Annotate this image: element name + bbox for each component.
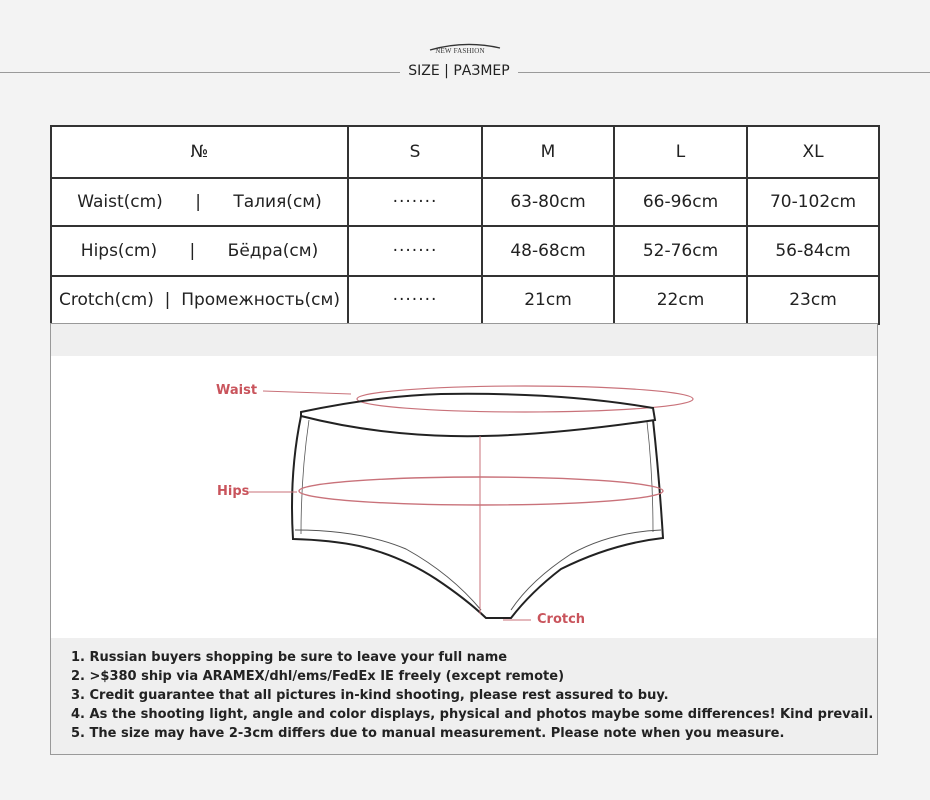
waistband-outline: [301, 394, 655, 436]
column-header-s: S: [348, 126, 482, 178]
page-title: SIZE | РАЗМЕР: [408, 63, 510, 79]
column-header-l: L: [614, 126, 747, 178]
table-header-row: [51, 126, 879, 178]
cell-waist-s: ·······: [348, 178, 482, 226]
column-header-m: M: [482, 126, 614, 178]
waist-measure-ellipse: [357, 386, 693, 412]
table-row-hips: [51, 226, 879, 276]
notes-list: [71, 648, 874, 743]
cell-hips-l: 52-76cm: [614, 226, 747, 276]
brand-logo-text: NEW FASHION: [435, 47, 485, 55]
row-label-hips: Hips(cm) | Бёдра(см): [51, 226, 348, 276]
cell-crotch-xl: 23cm: [747, 276, 879, 324]
left-leg-seam: [295, 530, 481, 610]
header-divider-left: [0, 72, 400, 73]
size-table: [50, 125, 880, 325]
table-row-crotch: [51, 276, 879, 324]
waist-leader-line: [263, 391, 351, 394]
cell-crotch-m: 21cm: [482, 276, 614, 324]
row-label-crotch: Crotch(cm) | Промежность(см): [51, 276, 348, 324]
waist-label: Waist: [216, 383, 258, 398]
cell-hips-s: ·······: [348, 226, 482, 276]
note-item: 1. Russian buyers shopping be sure to leave your full name: [71, 650, 508, 665]
note-item: 4. As the shooting light, angle and color displays, physical and photos maybe some differences! Kind prevail.: [71, 707, 874, 722]
table-row-waist: [51, 178, 879, 226]
measurement-panel: [50, 323, 878, 755]
garment-outline: [292, 416, 663, 618]
cell-waist-m: 63-80cm: [482, 178, 614, 226]
cell-hips-xl: 56-84cm: [747, 226, 879, 276]
cell-crotch-s: ·······: [348, 276, 482, 324]
header-divider-right: [518, 72, 930, 73]
note-item: 2. >$380 ship via ARAMEX/dhl/ems/FedEx IE freely (except remote): [71, 669, 565, 684]
cell-hips-m: 48-68cm: [482, 226, 614, 276]
hips-measure-ellipse: [299, 477, 663, 505]
cell-waist-xl: 70-102cm: [747, 178, 879, 226]
note-item: 3. Credit guarantee that all pictures in-kind shooting, please rest assured to buy.: [71, 688, 669, 703]
right-side-seam: [647, 422, 653, 532]
hips-label: Hips: [217, 484, 250, 499]
underwear-diagram: [201, 324, 701, 634]
left-side-seam: [301, 420, 309, 534]
cell-crotch-l: 22cm: [614, 276, 747, 324]
note-item: 5. The size may have 2-3cm differs due to manual measurement. Please note when you measure.: [71, 726, 785, 741]
crotch-label: Crotch: [537, 612, 586, 627]
column-header-xl: XL: [747, 126, 879, 178]
row-label-waist: Waist(cm) | Талия(см): [51, 178, 348, 226]
cell-waist-l: 66-96cm: [614, 178, 747, 226]
column-header-number: №: [51, 126, 348, 178]
